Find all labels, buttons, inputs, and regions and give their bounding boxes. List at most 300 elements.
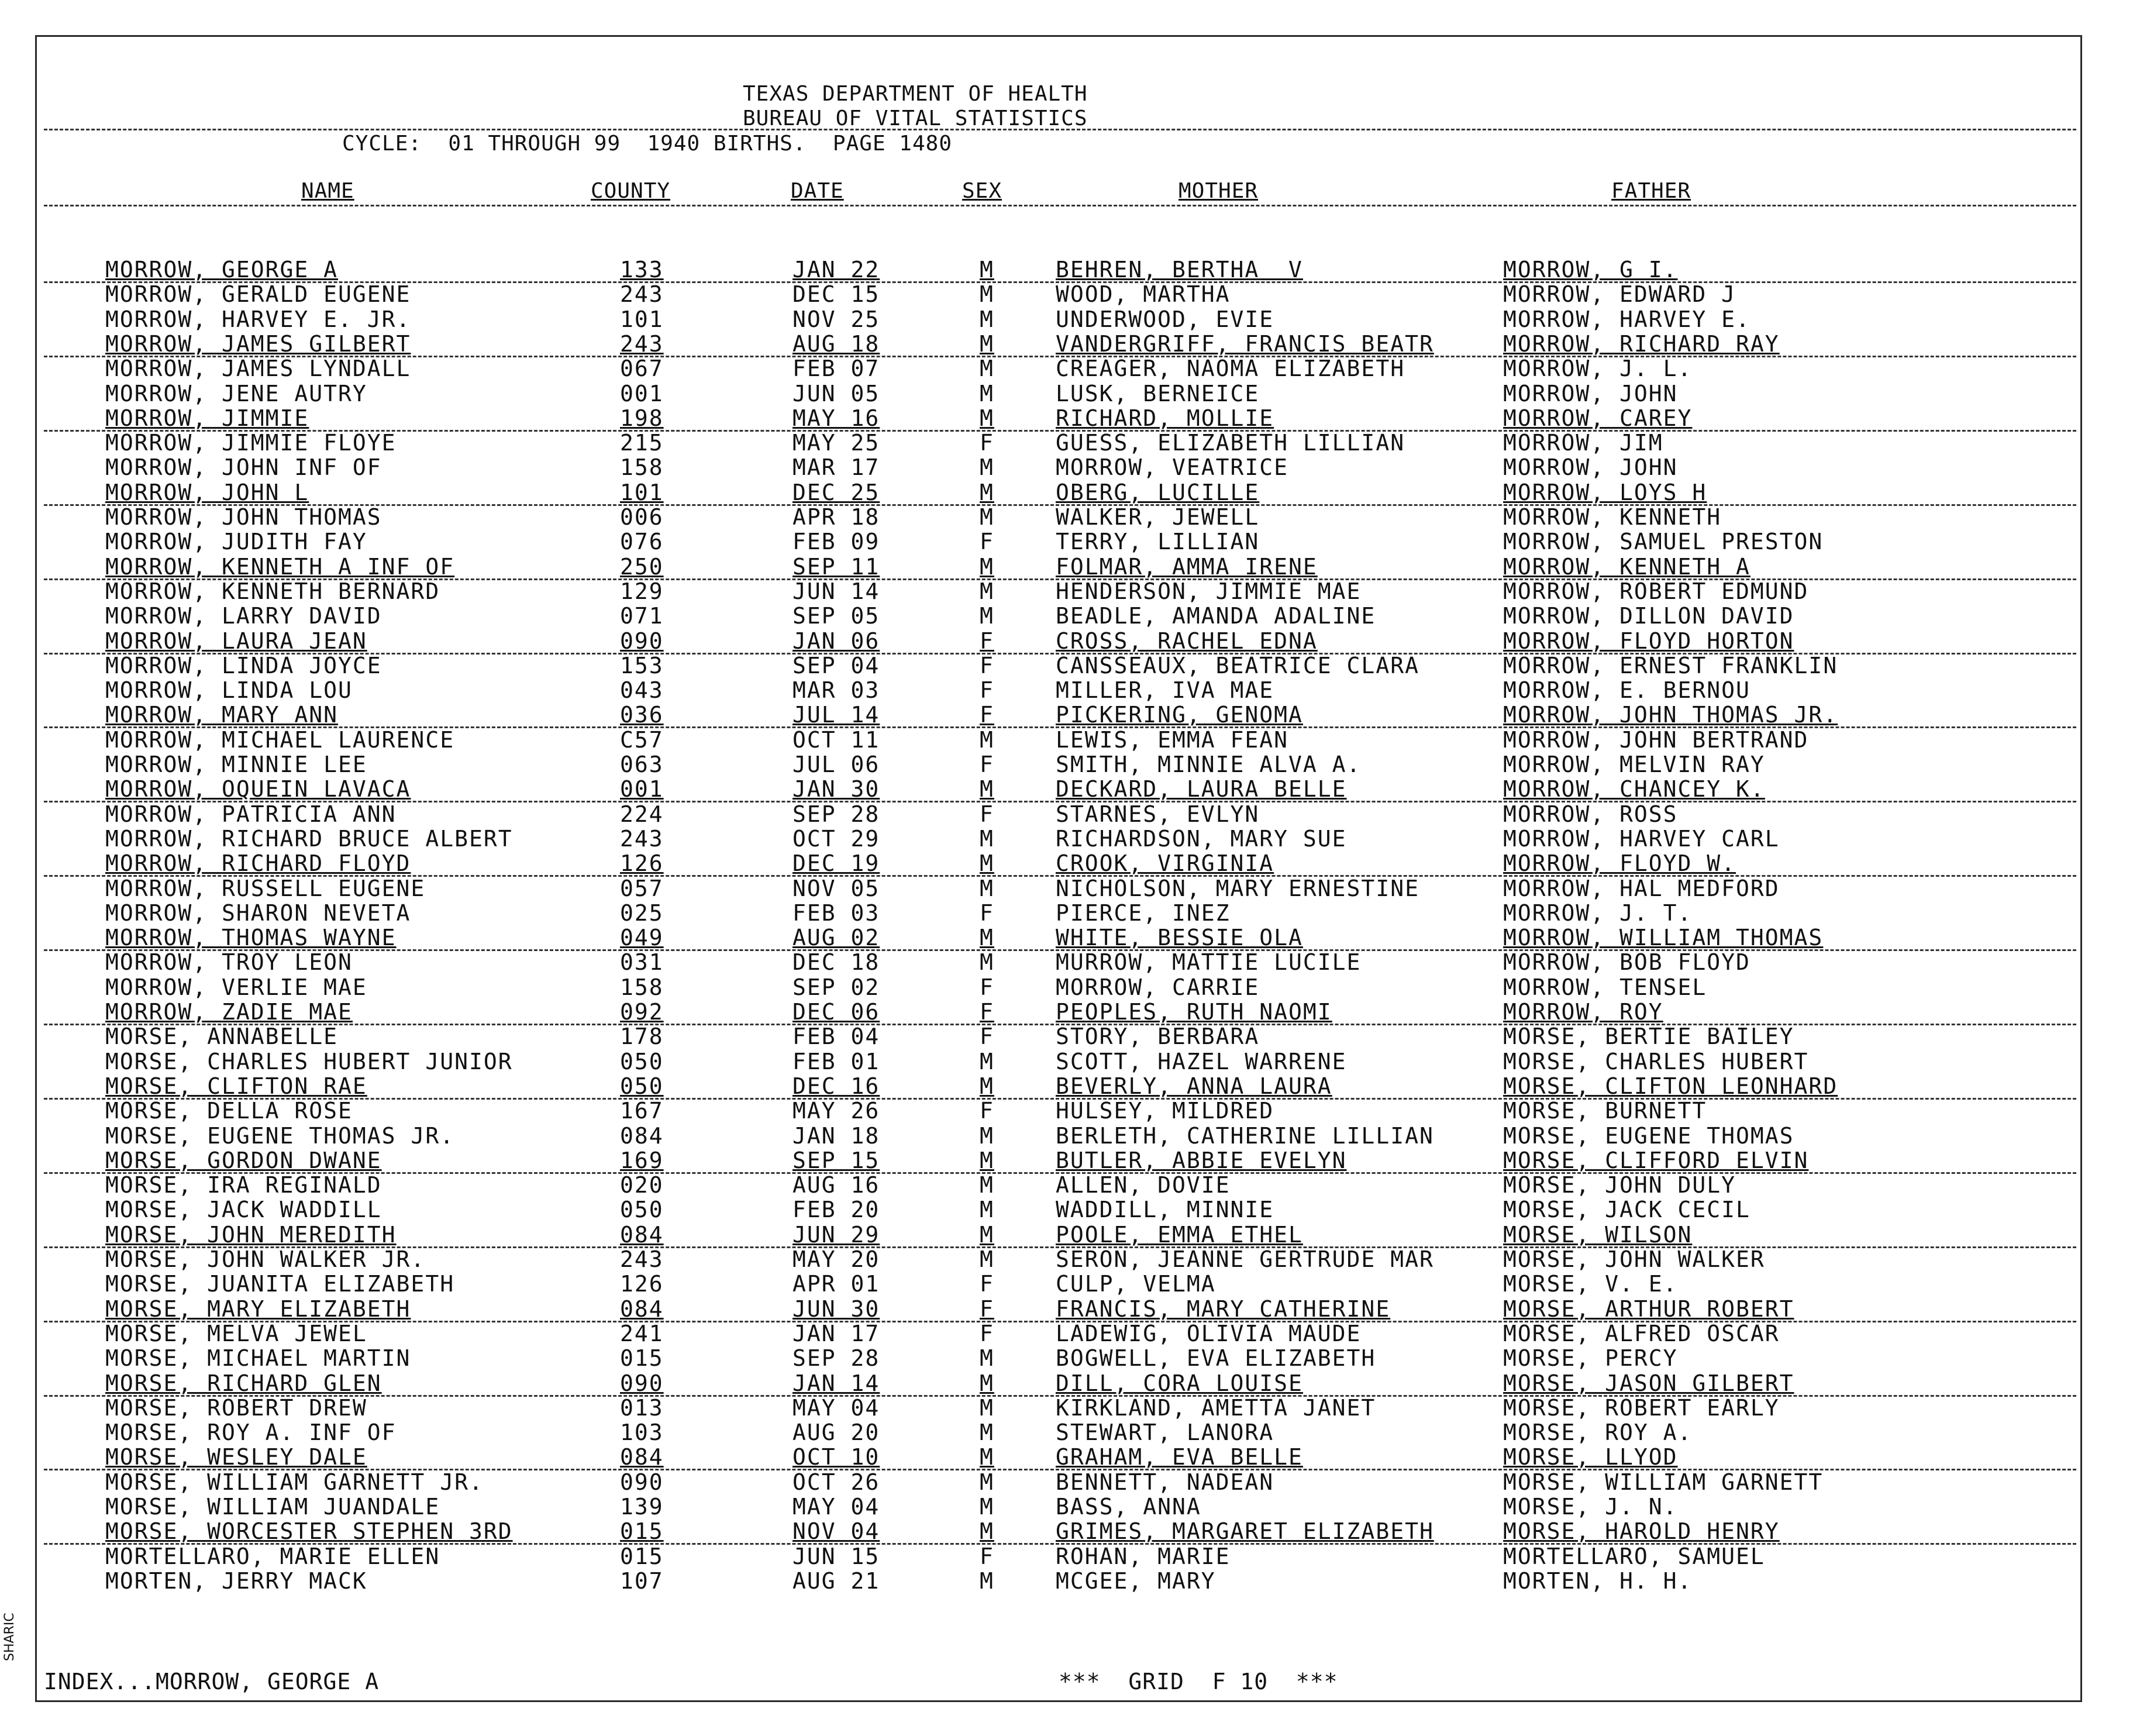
record-father: MORSE, JACK CECIL [1503, 1197, 1750, 1223]
table-row [0, 629, 2133, 653]
record-sex: F [980, 801, 994, 827]
record-date: DEC 15 [792, 281, 880, 308]
record-county: 243 [620, 330, 664, 357]
record-county: 101 [620, 479, 664, 505]
record-father: MORROW, RICHARD RAY [1503, 330, 1780, 357]
record-father: MORSE, JOHN DULY [1503, 1172, 1736, 1198]
record-date: JAN 17 [792, 1320, 880, 1346]
record-father: MORSE, JOHN WALKER [1503, 1246, 1765, 1272]
record-name: MORROW, JOHN L [105, 479, 309, 505]
cycle-line: CYCLE: 01 THROUGH 99 1940 BIRTHS. PAGE 1480 [342, 132, 952, 156]
record-date: SEP 11 [792, 553, 880, 580]
record-date: DEC 25 [792, 479, 880, 505]
record-county: 198 [620, 405, 664, 431]
record-father: MORSE, J. N. [1503, 1494, 1678, 1520]
record-sex: M [980, 405, 994, 431]
record-mother: RICHARD, MOLLIE [1056, 405, 1274, 431]
record-county: 084 [620, 1221, 664, 1248]
record-date: APR 01 [792, 1271, 880, 1297]
record-sex: M [980, 726, 994, 753]
record-name: MORSE, WILLIAM GARNETT JR. [105, 1469, 484, 1495]
record-date: MAY 16 [792, 405, 880, 431]
record-mother: PICKERING, GENOMA [1056, 702, 1303, 728]
record-mother: TERRY, LILLIAN [1056, 529, 1260, 555]
table-row [0, 1544, 2133, 1569]
table-row [0, 851, 2133, 876]
table-row [0, 505, 2133, 529]
record-mother: WHITE, BESSIE OLA [1056, 925, 1303, 951]
record-county: 071 [620, 603, 664, 629]
record-date: SEP 04 [792, 652, 880, 678]
record-sex: M [980, 949, 994, 976]
record-name: MORSE, EUGENE THOMAS JR. [105, 1122, 455, 1149]
record-mother: PIERCE, INEZ [1056, 900, 1231, 926]
record-county: 139 [620, 1494, 664, 1520]
record-father: MORROW, TENSEL [1503, 974, 1707, 1000]
record-mother: BERLETH, CATHERINE LILLIAN [1056, 1122, 1434, 1149]
record-county: 063 [620, 752, 664, 777]
record-sex: M [980, 776, 994, 802]
table-row [0, 1222, 2133, 1247]
record-date: DEC 18 [792, 949, 880, 976]
record-father: MORROW, HARVEY CARL [1503, 825, 1780, 852]
record-father: MORSE, ROBERT EARLY [1503, 1394, 1780, 1421]
record-sex: M [980, 1197, 994, 1223]
table-row [0, 1148, 2133, 1173]
record-name: MORROW, SHARON NEVETA [105, 900, 411, 926]
record-date: SEP 02 [792, 974, 880, 1000]
record-father: MORSE, ARTHUR ROBERT [1503, 1296, 1794, 1322]
record-date: JAN 22 [792, 257, 880, 283]
record-sex: F [980, 1024, 994, 1050]
table-row [0, 282, 2133, 306]
record-father: MORROW, DILLON DAVID [1503, 603, 1794, 629]
table-row [0, 406, 2133, 430]
record-name: MORSE, JUANITA ELIZABETH [105, 1271, 455, 1297]
record-name: MORROW, ZADIE MAE [105, 999, 353, 1025]
record-sex: M [980, 1444, 994, 1470]
record-mother: POOLE, EMMA ETHEL [1056, 1221, 1303, 1248]
record-county: 158 [620, 454, 664, 481]
record-mother: WADDILL, MINNIE [1056, 1197, 1274, 1223]
record-county: 101 [620, 306, 664, 332]
record-county: 001 [620, 776, 664, 802]
record-father: MORROW, LOYS H [1503, 479, 1707, 505]
table-row [0, 307, 2133, 332]
record-father: MORROW, JOHN THOMAS JR. [1503, 702, 1838, 728]
record-mother: BOGWELL, EVA ELIZABETH [1056, 1345, 1376, 1372]
record-mother: CANSSEAUX, BEATRICE CLARA [1056, 652, 1419, 678]
record-date: MAR 03 [792, 677, 880, 704]
record-father: MORSE, ROY A. [1503, 1420, 1693, 1446]
record-father: MORROW, SAMUEL PRESTON [1503, 529, 1824, 555]
record-mother: FRANCIS, MARY CATHERINE [1056, 1296, 1391, 1322]
record-county: 153 [620, 652, 664, 678]
table-row [0, 876, 2133, 901]
record-sex: M [980, 356, 994, 382]
table-row [0, 802, 2133, 826]
record-father: MORROW, J. T. [1503, 900, 1693, 926]
record-mother: SCOTT, HAZEL WARRENE [1056, 1048, 1347, 1074]
record-sex: M [980, 1518, 994, 1545]
record-mother: STORY, BERBARA [1056, 1024, 1260, 1050]
record-mother: CROSS, RACHEL EDNA [1056, 628, 1318, 654]
record-mother: MCGEE, MARY [1056, 1568, 1216, 1594]
record-father: MORROW, JOHN BERTRAND [1503, 726, 1809, 753]
record-county: 243 [620, 281, 664, 308]
record-name: MORROW, RICHARD BRUCE ALBERT [105, 825, 513, 852]
record-county: 158 [620, 974, 664, 1000]
record-date: MAY 04 [792, 1494, 880, 1520]
record-mother: STARNES, EVLYN [1056, 801, 1260, 827]
header-divider [44, 129, 2076, 130]
record-mother: ALLEN, DOVIE [1056, 1172, 1231, 1198]
record-date: AUG 18 [792, 330, 880, 357]
record-date: FEB 01 [792, 1048, 880, 1074]
record-sex: M [980, 380, 994, 407]
table-row [0, 1346, 2133, 1370]
record-county: 050 [620, 1197, 664, 1223]
record-father: MORTEN, H. H. [1503, 1568, 1693, 1594]
record-sex: F [980, 628, 994, 654]
record-name: MORSE, MELVA JEWEL [105, 1320, 367, 1346]
record-name: MORSE, MARY ELIZABETH [105, 1296, 411, 1322]
record-sex: M [980, 281, 994, 308]
table-row [0, 1396, 2133, 1420]
record-date: FEB 09 [792, 529, 880, 555]
record-father: MORROW, BOB FLOYD [1503, 949, 1750, 976]
record-sex: M [980, 1073, 994, 1099]
record-county: 224 [620, 801, 664, 827]
record-mother: OBERG, LUCILLE [1056, 479, 1260, 505]
record-mother: GRAHAM, EVA BELLE [1056, 1444, 1303, 1470]
record-name: MORSE, WORCESTER STEPHEN 3RD [105, 1518, 513, 1545]
record-name: MORROW, LARRY DAVID [105, 603, 382, 629]
table-row [0, 579, 2133, 604]
record-date: JUN 30 [792, 1296, 880, 1322]
table-row [0, 1272, 2133, 1296]
record-date: DEC 06 [792, 999, 880, 1025]
record-mother: PEOPLES, RUTH NAOMI [1056, 999, 1332, 1025]
record-father: MORROW, JOHN [1503, 454, 1678, 481]
record-mother: UNDERWOOD, EVIE [1056, 306, 1274, 332]
record-date: APR 18 [792, 504, 880, 530]
record-county: 001 [620, 380, 664, 407]
record-father: MORROW, WILLIAM THOMAS [1503, 925, 1824, 951]
record-mother: BASS, ANNA [1056, 1494, 1201, 1520]
record-county: 006 [620, 504, 664, 530]
record-name: MORROW, GERALD EUGENE [105, 281, 411, 308]
record-name: MORSE, GORDON DWANE [105, 1147, 382, 1173]
record-father: MORROW, J. L. [1503, 356, 1693, 382]
record-date: AUG 16 [792, 1172, 880, 1198]
table-row [0, 901, 2133, 925]
record-county: 076 [620, 529, 664, 555]
record-mother: BENNETT, NADEAN [1056, 1469, 1274, 1495]
record-county: 090 [620, 1370, 664, 1396]
record-father: MORSE, BURNETT [1503, 1098, 1707, 1124]
record-sex: F [980, 1296, 994, 1322]
record-father: MORROW, ROSS [1503, 801, 1678, 827]
record-mother: CULP, VELMA [1056, 1271, 1216, 1297]
record-father: MORROW, FLOYD W. [1503, 850, 1736, 877]
record-county: 250 [620, 553, 664, 580]
record-father: MORROW, ERNEST FRANKLIN [1503, 652, 1838, 678]
record-date: AUG 20 [792, 1420, 880, 1446]
record-county: 215 [620, 430, 664, 456]
table-row [0, 1494, 2133, 1519]
record-mother: KIRKLAND, AMETTA JANET [1056, 1394, 1376, 1421]
record-mother: NICHOLSON, MARY ERNESTINE [1056, 875, 1419, 901]
record-sex: F [980, 1098, 994, 1124]
record-father: MORROW, MELVIN RAY [1503, 752, 1765, 777]
record-county: 050 [620, 1048, 664, 1074]
record-mother: LEWIS, EMMA FEAN [1056, 726, 1289, 753]
record-date: AUG 02 [792, 925, 880, 951]
record-father: MORROW, EDWARD J [1503, 281, 1736, 308]
record-name: MORROW, JIMMIE FLOYE [105, 430, 397, 456]
record-name: MORSE, CHARLES HUBERT JUNIOR [105, 1048, 513, 1074]
record-sex: M [980, 603, 994, 629]
record-sex: M [980, 1122, 994, 1149]
table-row [0, 1024, 2133, 1049]
table-row [0, 554, 2133, 579]
record-date: NOV 05 [792, 875, 880, 901]
record-father: MORSE, LLYOD [1503, 1444, 1678, 1470]
record-date: JUN 29 [792, 1221, 880, 1248]
record-date: SEP 28 [792, 801, 880, 827]
record-mother: HENDERSON, JIMMIE MAE [1056, 578, 1362, 604]
table-row [0, 381, 2133, 406]
record-date: JAN 30 [792, 776, 880, 802]
record-sex: F [980, 1271, 994, 1297]
record-name: MORROW, KENNETH BERNARD [105, 578, 440, 604]
record-county: 126 [620, 1271, 664, 1297]
record-sex: F [980, 752, 994, 777]
record-county: 084 [620, 1444, 664, 1470]
record-name: MORROW, LINDA JOYCE [105, 652, 382, 678]
record-mother: CREAGER, NAOMA ELIZABETH [1056, 356, 1405, 382]
table-row [0, 1519, 2133, 1544]
record-county: 043 [620, 677, 664, 704]
record-date: JUN 15 [792, 1543, 880, 1569]
table-row [0, 430, 2133, 455]
table-row [0, 529, 2133, 554]
record-sex: M [980, 1370, 994, 1396]
record-county: 126 [620, 850, 664, 877]
record-father: MORROW, ROY [1503, 999, 1663, 1025]
record-father: MORROW, JOHN [1503, 380, 1678, 407]
record-father: MORSE, CLIFTON LEONHARD [1503, 1073, 1838, 1099]
record-father: MORROW, HAL MEDFORD [1503, 875, 1780, 901]
record-date: MAR 17 [792, 454, 880, 481]
record-date: FEB 20 [792, 1197, 880, 1223]
record-county: 057 [620, 875, 664, 901]
record-date: NOV 04 [792, 1518, 880, 1545]
record-father: MORSE, ALFRED OSCAR [1503, 1320, 1780, 1346]
record-county: 031 [620, 949, 664, 976]
record-father: MORSE, EUGENE THOMAS [1503, 1122, 1794, 1149]
table-row [0, 332, 2133, 356]
table-row [0, 356, 2133, 381]
record-sex: M [980, 1221, 994, 1248]
column-header-date: DATE [791, 179, 844, 203]
record-sex: M [980, 306, 994, 332]
record-sex: M [980, 1172, 994, 1198]
record-date: JUN 14 [792, 578, 880, 604]
record-date: OCT 11 [792, 726, 880, 753]
record-sex: M [980, 1469, 994, 1495]
record-father: MORROW, HARVEY E. [1503, 306, 1750, 332]
record-date: JAN 14 [792, 1370, 880, 1396]
record-father: MORROW, FLOYD HORTON [1503, 628, 1794, 654]
record-county: 015 [620, 1345, 664, 1372]
record-date: JUL 06 [792, 752, 880, 777]
record-date: OCT 29 [792, 825, 880, 852]
record-date: MAY 04 [792, 1394, 880, 1421]
table-row [0, 1321, 2133, 1346]
record-name: MORSE, WESLEY DALE [105, 1444, 367, 1470]
table-row [0, 1470, 2133, 1494]
record-mother: MORROW, VEATRICE [1056, 454, 1289, 481]
record-father: MORROW, KENNETH A [1503, 553, 1750, 580]
record-mother: GUESS, ELIZABETH LILLIAN [1056, 430, 1405, 456]
column-header-divider [44, 205, 2076, 206]
record-sex: F [980, 974, 994, 1000]
record-father: MORROW, G I. [1503, 257, 1678, 283]
record-county: 169 [620, 1147, 664, 1173]
record-date: FEB 04 [792, 1024, 880, 1050]
record-name: MORROW, RUSSELL EUGENE [105, 875, 426, 901]
record-mother: DILL, CORA LOUISE [1056, 1370, 1303, 1396]
record-sex: M [980, 1494, 994, 1520]
record-county: 084 [620, 1122, 664, 1149]
record-date: JUL 14 [792, 702, 880, 728]
record-name: MORROW, KENNETH A INF OF [105, 553, 455, 580]
table-row [0, 752, 2133, 777]
record-name: MORSE, ROY A. INF OF [105, 1420, 397, 1446]
record-date: JAN 18 [792, 1122, 880, 1149]
record-county: 129 [620, 578, 664, 604]
record-name: MORSE, JACK WADDILL [105, 1197, 382, 1223]
record-date: MAY 20 [792, 1246, 880, 1272]
record-mother: RICHARDSON, MARY SUE [1056, 825, 1347, 852]
table-row [0, 1247, 2133, 1272]
record-date: FEB 03 [792, 900, 880, 926]
record-date: SEP 05 [792, 603, 880, 629]
record-county: C57 [620, 726, 664, 753]
record-father: MORSE, HAROLD HENRY [1503, 1518, 1780, 1545]
record-county: 243 [620, 1246, 664, 1272]
record-father: MORSE, WILSON [1503, 1221, 1693, 1248]
table-row [0, 1569, 2133, 1593]
record-name: MORROW, MARY ANN [105, 702, 339, 728]
record-father: MORROW, E. BERNOU [1503, 677, 1750, 704]
record-name: MORROW, JAMES GILBERT [105, 330, 411, 357]
record-father: MORROW, ROBERT EDMUND [1503, 578, 1809, 604]
table-row [0, 1445, 2133, 1469]
record-sex: M [980, 330, 994, 357]
table-row [0, 925, 2133, 950]
record-county: 090 [620, 1469, 664, 1495]
record-sex: M [980, 479, 994, 505]
record-county: 178 [620, 1024, 664, 1050]
record-date: SEP 28 [792, 1345, 880, 1372]
record-name: MORROW, JOHN INF OF [105, 454, 382, 481]
record-mother: SERON, JEANNE GERTRUDE MAR [1056, 1246, 1434, 1272]
record-father: MORSE, V. E. [1503, 1271, 1678, 1297]
record-mother: BUTLER, ABBIE EVELYN [1056, 1147, 1347, 1173]
table-row [0, 1371, 2133, 1396]
record-sex: M [980, 1048, 994, 1074]
table-row [0, 480, 2133, 505]
record-name: MORROW, JENE AUTRY [105, 380, 367, 407]
record-name: MORROW, PATRICIA ANN [105, 801, 397, 827]
record-sex: M [980, 925, 994, 951]
record-county: 243 [620, 825, 664, 852]
record-county: 050 [620, 1073, 664, 1099]
record-county: 015 [620, 1543, 664, 1569]
record-county: 013 [620, 1394, 664, 1421]
record-father: MORROW, KENNETH [1503, 504, 1722, 530]
record-mother: GRIMES, MARGARET ELIZABETH [1056, 1518, 1434, 1545]
record-date: NOV 25 [792, 306, 880, 332]
record-sex: M [980, 1394, 994, 1421]
record-mother: LUSK, BERNEICE [1056, 380, 1260, 407]
table-row [0, 728, 2133, 752]
table-row [0, 777, 2133, 801]
record-mother: MORROW, CARRIE [1056, 974, 1260, 1000]
record-name: MORROW, GEORGE A [105, 257, 339, 283]
record-sex: F [980, 702, 994, 728]
table-row [0, 975, 2133, 1000]
record-mother: ROHAN, MARIE [1056, 1543, 1231, 1569]
record-name: MORROW, OQUEIN LAVACA [105, 776, 411, 802]
record-sex: F [980, 677, 994, 704]
record-mother: MURROW, MATTIE LUCILE [1056, 949, 1362, 976]
record-name: MORROW, VERLIE MAE [105, 974, 367, 1000]
record-sex: M [980, 454, 994, 481]
record-sex: F [980, 1543, 994, 1569]
record-name: MORROW, TROY LEON [105, 949, 353, 976]
record-county: 084 [620, 1296, 664, 1322]
record-county: 067 [620, 356, 664, 382]
record-county: 036 [620, 702, 664, 728]
record-name: MORROW, LINDA LOU [105, 677, 353, 704]
table-row [0, 826, 2133, 851]
record-father: MORROW, JIM [1503, 430, 1663, 456]
table-row [0, 678, 2133, 702]
record-county: 133 [620, 257, 664, 283]
record-sex: M [980, 553, 994, 580]
column-header-sex: SEX [962, 179, 1002, 203]
record-name: MORSE, DELLA ROSE [105, 1098, 353, 1124]
record-sex: F [980, 430, 994, 456]
record-mother: STEWART, LANORA [1056, 1420, 1274, 1446]
record-father: MORROW, CHANCEY K. [1503, 776, 1765, 802]
record-name: MORROW, MINNIE LEE [105, 752, 367, 777]
record-name: MORSE, ANNABELLE [105, 1024, 339, 1050]
record-name: MORSE, JOHN MEREDITH [105, 1221, 397, 1248]
record-name: MORROW, LAURA JEAN [105, 628, 367, 654]
record-sex: F [980, 900, 994, 926]
record-father: MORROW, CAREY [1503, 405, 1693, 431]
record-county: 167 [620, 1098, 664, 1124]
record-date: MAY 26 [792, 1098, 880, 1124]
record-name: MORROW, THOMAS WAYNE [105, 925, 397, 951]
record-county: 025 [620, 900, 664, 926]
table-row [0, 604, 2133, 628]
